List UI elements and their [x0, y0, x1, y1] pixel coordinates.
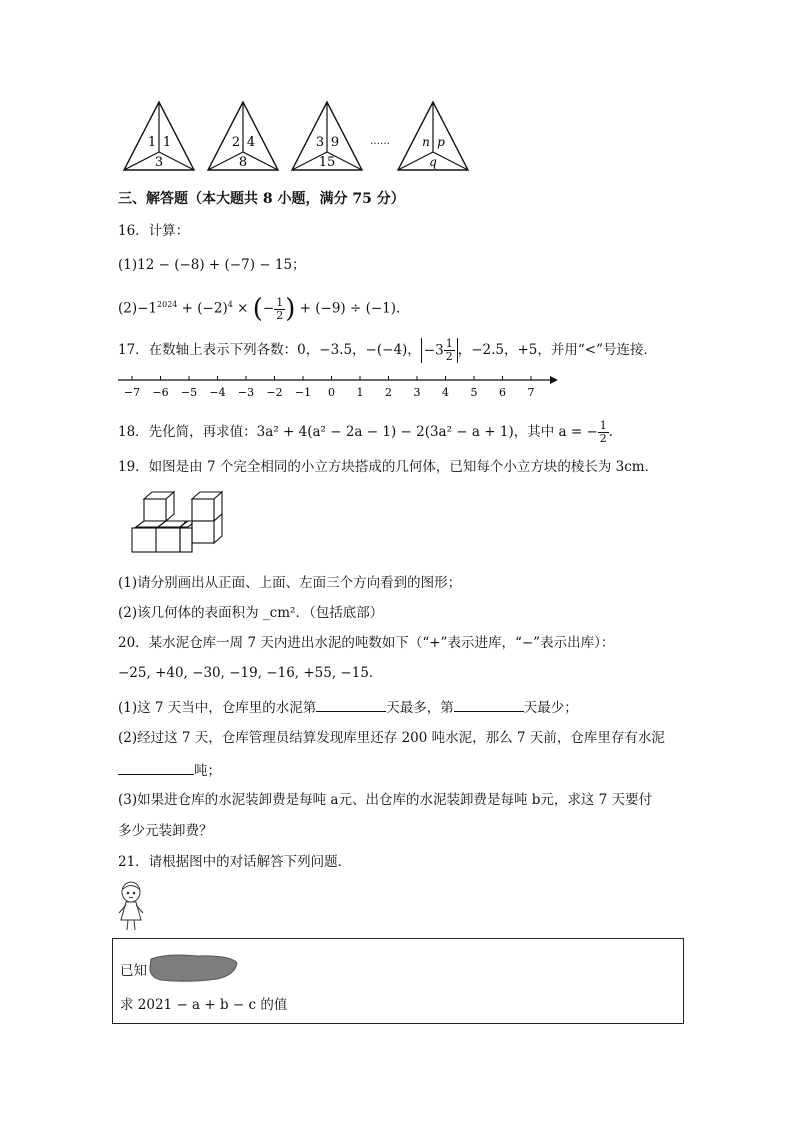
q16-p2-a: (2)−1 [118, 300, 158, 317]
q19-part2: (2)该几何体的表面积为 _cm²．（包括底部） [118, 605, 384, 621]
number-line [118, 372, 558, 402]
girl-figure [114, 880, 148, 932]
q18-fraction: $\frac{1}{2}$ [599, 419, 607, 445]
q17-stem [118, 338, 657, 363]
q18-text-b: ． [608, 424, 623, 440]
triangle-3 [292, 102, 362, 170]
number-line-tick-label: −5 [180, 386, 198, 399]
q20-blank-initial[interactable] [118, 760, 194, 775]
number-line-tick-label: 6 [499, 386, 506, 399]
dialog-box [112, 938, 684, 1024]
number-line-tick-label: −1 [294, 386, 312, 399]
q18-text [118, 420, 622, 445]
section-title: 三、解答题（本大题共 8 小题，满分 75 分） [118, 191, 405, 207]
triangle-4-left: n [422, 135, 430, 149]
q20-blank-most[interactable] [316, 697, 386, 712]
box-line1: 已知 [120, 963, 147, 979]
box-line2: 求 2021 − a + b − c 的值 [120, 997, 288, 1013]
triangle-4-bottom: q [429, 155, 437, 169]
q16-stem: 16．计算： [118, 223, 190, 239]
triangle-1-left: 1 [147, 135, 157, 150]
q20-data: −25, +40, −30, −19, −16, +55, −15． [118, 665, 383, 681]
q16-p2-exp1: 2024 [157, 300, 178, 309]
triangle-1-bottom: 3 [154, 155, 164, 170]
q16-part2: $(2)-1^{2024} + (-2)^4$ × (− $\frac{1}{2}$ ) + (−9) ÷ (−1)． [118, 294, 410, 324]
q17-abs-fraction: $\frac{1}{2}$ [445, 337, 453, 363]
cube-figure [128, 490, 230, 554]
q19-part1: (1)请分别画出从正面、上面、左面三个方向看到的图形； [118, 575, 462, 591]
triangle-2-bottom: 8 [238, 155, 248, 170]
number-line-tick-label: 2 [385, 386, 392, 399]
q17-stem-b: ，−2.5，+5，并用“<”号连接． [457, 342, 657, 358]
q20-part2-tail [118, 760, 221, 780]
q20-p2-tail: 吨； [194, 763, 221, 779]
triangle-2-right: 4 [246, 135, 256, 150]
number-line-tick-label: 1 [356, 386, 364, 399]
triangle-3-bottom: 15 [318, 155, 336, 170]
number-line-tick-label: 3 [413, 386, 421, 399]
number-line-tick-label: −6 [152, 386, 169, 399]
q18-text-a: 18．先化简，再求值：3a² + 4(a² − 2a − 1) − 2(3a² − a + 1)，其中 a = − [118, 424, 598, 440]
q17-abs-whole: −3 [423, 342, 444, 359]
number-line-tick-label: −4 [209, 386, 226, 399]
number-line-tick-label: −3 [237, 386, 255, 399]
q20-stem: 20．某水泥仓库一周 7 天内进出水泥的吨数如下（“+”表示进库，“−”表示出库）： [118, 635, 615, 651]
q16-p2-c: × [232, 300, 253, 317]
triangle-2 [208, 102, 278, 170]
number-line-tick-label: −7 [123, 386, 141, 399]
pattern-ellipsis: …… [370, 136, 390, 147]
triangle-1-right: 1 [162, 135, 172, 150]
triangle-3-left: 3 [315, 135, 325, 150]
q16-part1: (1)12 − (−8) + (−7) − 15； [118, 257, 306, 273]
triangle-pattern-figure [118, 100, 478, 175]
covered-condition [147, 953, 239, 983]
number-line-tick-label: 5 [470, 386, 478, 399]
q20-p1-b: 天最多，第 [386, 700, 454, 716]
q17-stem-a: 17．在数轴上表示下列各数：0，−3.5，−(−4)， [118, 342, 421, 358]
q19-stem: 19．如图是由 7 个完全相同的小立方块搭成的几何体，已知每个小立方块的棱长为 3cm． [118, 459, 659, 475]
number-line-tick-label: 7 [527, 386, 535, 399]
triangle-4 [398, 102, 468, 170]
number-line-tick-label: −2 [266, 386, 283, 399]
q20-blank-least[interactable] [454, 697, 524, 712]
q20-p1-a: (1)这 7 天当中，仓库里的水泥第 [118, 700, 317, 716]
q16-p2-exp2: 4 [227, 300, 233, 309]
triangle-3-right: 9 [330, 135, 340, 150]
q16-p2-b: + (−2) [177, 300, 228, 317]
q20-part1 [118, 697, 578, 717]
q20-part3-line1: (3)如果进仓库的水泥装卸费是每吨 a元、出仓库的水泥装卸费是每吨 b元，求这 7 天要付 [118, 792, 653, 808]
triangle-2-left: 2 [231, 135, 241, 150]
q20-part3-line2: 多少元装卸费？ [118, 823, 213, 839]
q20-part2: (2)经过这 7 天，仓库管理员结算发现库里还存 200 吨水泥，那么 7 天前，仓库里存有水泥 [118, 730, 665, 746]
q21-stem: 21．请根据图中的对话解答下列问题． [118, 854, 352, 870]
q16-p2-d: + (−9) ÷ (−1)． [295, 300, 410, 317]
q20-p1-c: 天最少； [523, 700, 578, 716]
q16-fraction: $\frac{1}{2}$ [276, 295, 284, 322]
number-line-tick-label: 4 [442, 386, 449, 399]
triangle-4-right: p [437, 135, 445, 149]
number-line-tick-label: 0 [328, 386, 335, 399]
triangle-1 [124, 102, 194, 170]
